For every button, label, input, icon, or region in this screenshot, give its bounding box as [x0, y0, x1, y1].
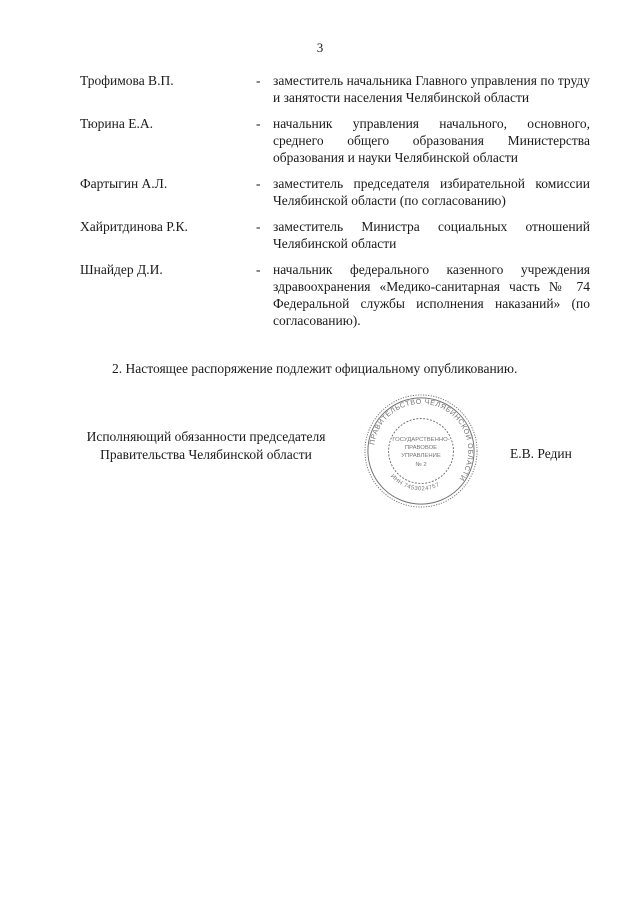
signatory-name: Е.В. Редин — [510, 446, 572, 461]
member-role: начальник федерального казенного учреждения здравоохранения «Медико-санитарная часть № 74 Федеральной службы исполнения наказаний» (по согласованию). — [273, 262, 590, 328]
member-name: Трофимова В.П. — [80, 73, 174, 88]
member-dash: - — [256, 116, 261, 131]
member-name: Тюрина Е.А. — [80, 116, 153, 131]
signature-position-line1: Исполняющий обязанности председателя — [86, 429, 326, 444]
signature-position — [66, 428, 346, 464]
member-role: заместитель начальника Главного управления по труду и занятости населения Челябинской области — [273, 73, 590, 105]
signature-position-line2: Правительства Челябинской области — [100, 447, 312, 462]
seal-outer-text-path: ПРАВИТЕЛЬСТВО ЧЕЛЯБИНСКОЙ ОБЛАСТИ — [368, 397, 475, 483]
member-name: Хайритдинова Р.К. — [80, 219, 188, 234]
member-dash: - — [256, 73, 261, 88]
member-row — [80, 72, 590, 106]
member-row — [80, 261, 590, 329]
member-dash: - — [256, 219, 261, 234]
member-name: Фартыгин А.Л. — [80, 176, 168, 191]
page-number: 3 — [316, 40, 324, 55]
seal-inner-line: ГОСУДАРСТВЕННО- — [392, 437, 450, 444]
seal-inner-line: УПРАВЛЕНИЕ — [401, 452, 441, 459]
seal-bottom-text-path: ИНН 7453024757 — [389, 473, 441, 493]
member-dash: - — [256, 176, 261, 191]
member-role: заместитель председателя избирательной комиссии Челябинской области (по согласованию) — [273, 176, 590, 208]
member-dash: - — [256, 262, 261, 277]
closing-paragraph: 2. Настоящее распоряжение подлежит официальному опубликованию. — [112, 361, 518, 376]
seal-inner-line: ПРАВОВОЕ — [404, 445, 438, 452]
member-row — [80, 115, 590, 166]
members-list — [80, 72, 590, 338]
member-name: Шнайдер Д.И. — [80, 262, 163, 277]
official-seal-stamp — [362, 392, 480, 510]
member-role: заместитель Министра социальных отношений Челябинской области — [273, 219, 590, 251]
member-row — [80, 175, 590, 209]
member-role: начальник управления начального, основного, среднего общего образования Министерства образования и науки Челябинской области — [273, 116, 590, 165]
member-row — [80, 218, 590, 252]
seal-inner-line: № 2 — [415, 461, 427, 468]
